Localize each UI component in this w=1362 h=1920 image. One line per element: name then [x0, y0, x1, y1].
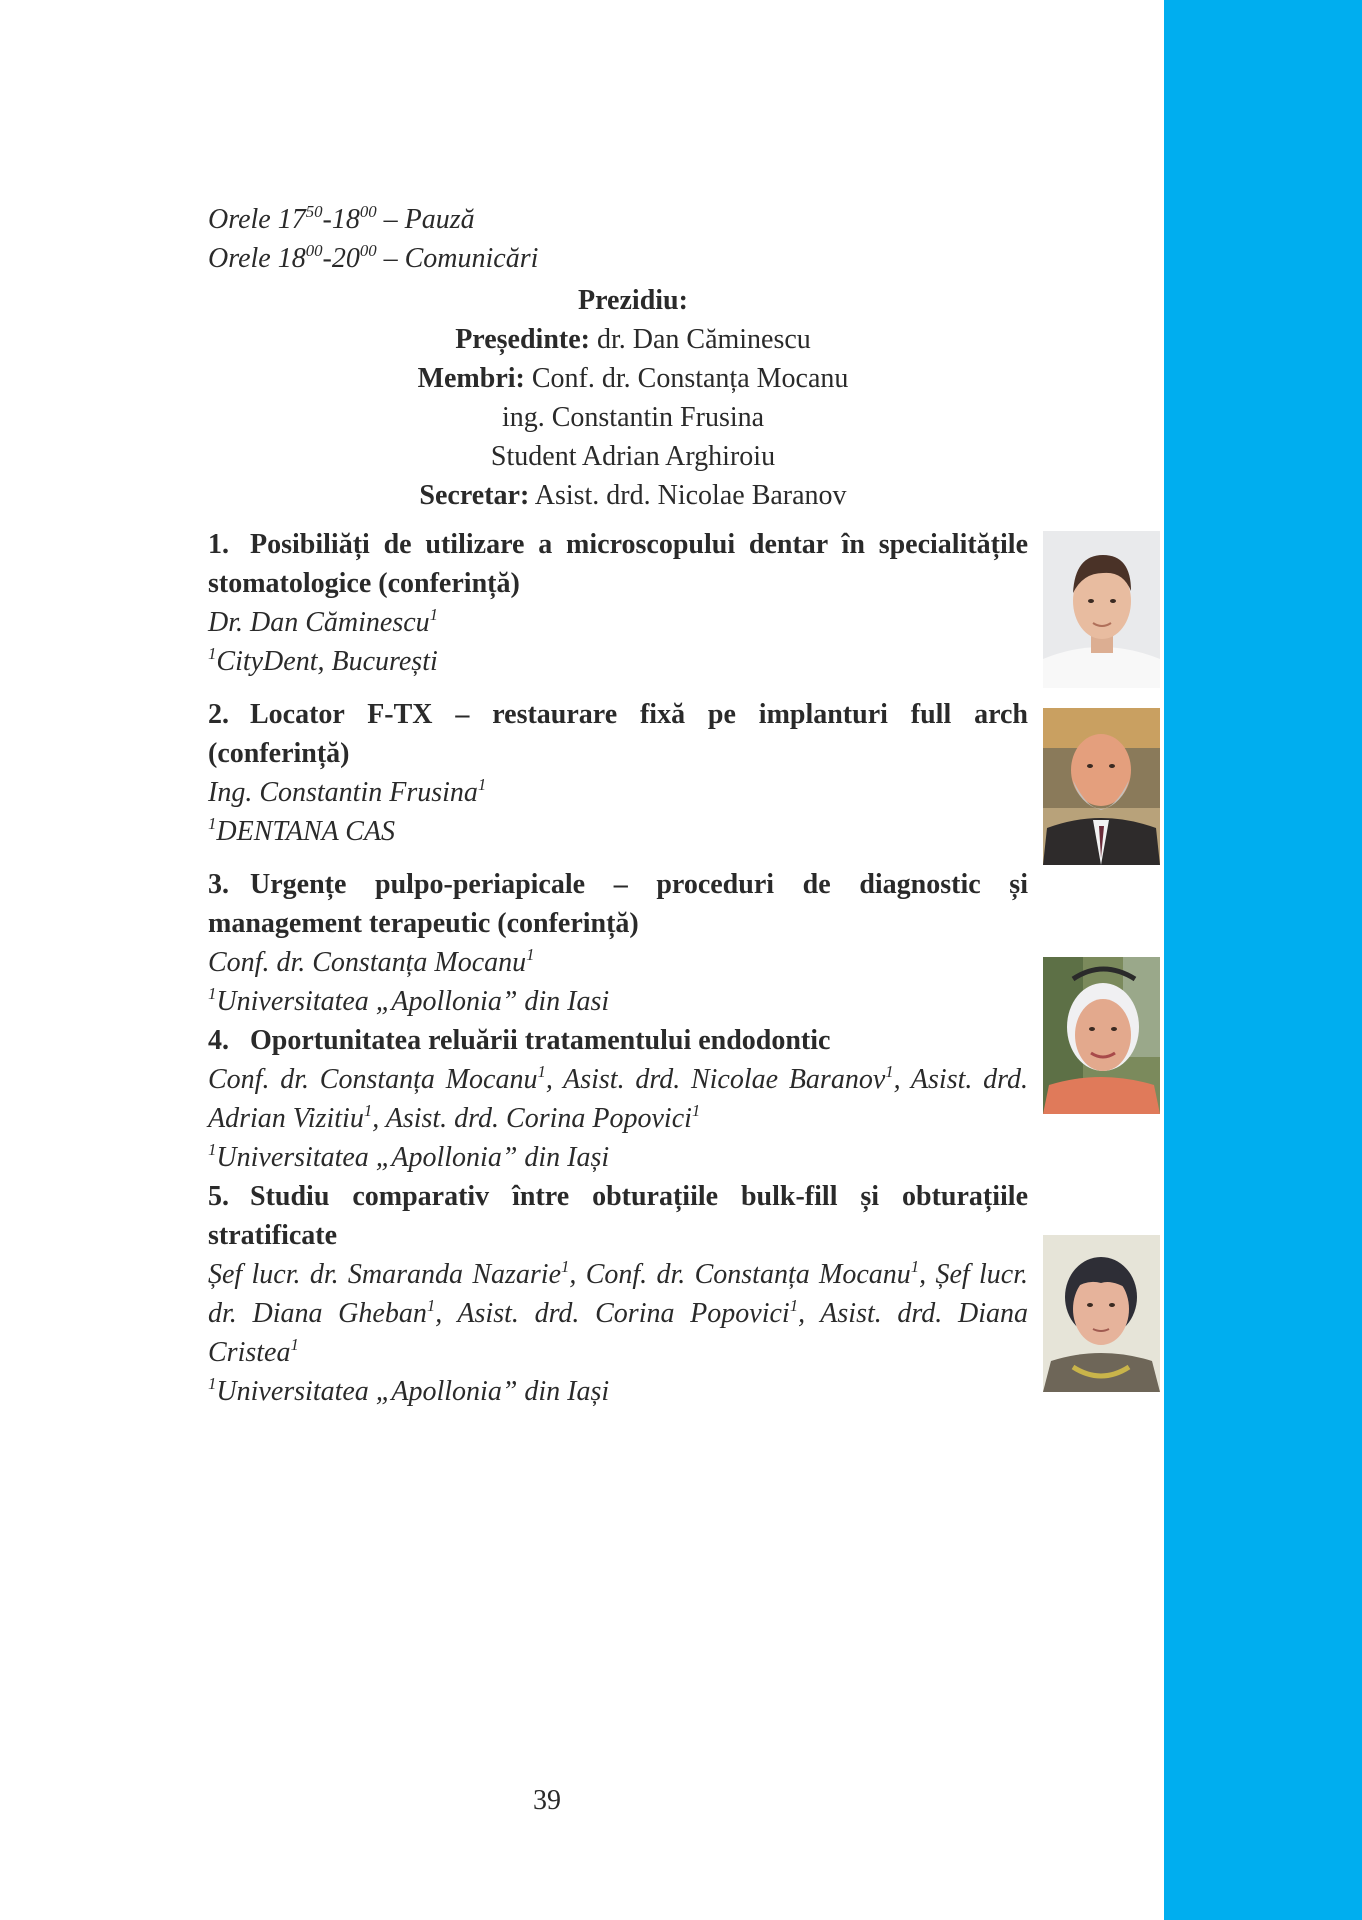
item-title: 4. Oportunitatea reluării tratamentului endodontic — [208, 1025, 831, 1056]
item-title: 5. Studiu comparativ între obturațiile bulk-fill și obturațiile stratificate — [208, 1181, 1028, 1251]
schedule-break: Orele $17^{50}-18^{00}$ – Pauză — [208, 202, 475, 235]
speaker-photo-4 — [1043, 1235, 1160, 1392]
presidium-member-2: ing. Constantin Frusina — [501, 402, 765, 433]
blue-side-band — [1164, 0, 1362, 1920]
item-affiliation: $^1$Universitatea „Apollonia” din Iași — [208, 1374, 610, 1407]
item-title: 1. Posibiliăți de utilizare a microscopului dentar în specialitățile stomatologice (conferință) — [208, 529, 1028, 599]
item-authors: Ing. Constantin Frusina$^1$ — [208, 775, 487, 808]
page-number: 39 — [533, 1785, 561, 1816]
presidium-president: Președinte: dr. Dan Căminescu — [455, 324, 811, 355]
item-affiliation: $^1$Universitatea „Apollonia” din Iași — [208, 1140, 610, 1173]
item-title: 3. Urgențe pulpo-periapicale – proceduri de diagnostic și management terapeutic (conferință) — [208, 869, 1028, 939]
program-item-5 — [208, 1177, 1028, 1411]
speaker-photo-1 — [1043, 531, 1160, 688]
item-authors: Conf. dr. Constanța Mocanu$^1$, Asist. drd. Nicolae Baranov$^1$, Asist. drd. Adrian Vizitiu$^1$, Asist. drd. Corina Popovici$^1$ — [208, 1062, 1029, 1134]
speaker-photo-3 — [1043, 957, 1160, 1114]
program-item-3 — [208, 865, 1028, 1021]
item-title: 2. Locator F-TX – restaurare fixă pe implanturi full arch (conferință) — [208, 699, 1028, 769]
item-authors: Dr. Dan Căminescu$^1$ — [208, 605, 439, 638]
presidium-member-3: Student Adrian Arghiroiu — [490, 441, 776, 472]
presidium-secretary: Secretar: Asist. drd. Nicolae Baranov — [419, 480, 847, 511]
item-authors: Șef lucr. dr. Smaranda Nazarie$^1$, Conf. dr. Constanța Mocanu$^1$, Șef lucr. dr. Diana Gheban$^1$, Asist. drd. Corina Popovici$^1$, Asist. drd. Diana Cristea$^1$ — [208, 1257, 1028, 1368]
item-authors: Conf. dr. Constanța Mocanu$^1$ — [208, 945, 535, 978]
item-affiliation: $^1$CityDent, București — [208, 644, 438, 677]
program-item-2 — [208, 695, 1028, 851]
program-item-4 — [208, 1021, 1028, 1177]
speaker-photo-2 — [1043, 708, 1160, 865]
presidium-members: Membri: Conf. dr. Constanța Mocanu — [417, 363, 849, 394]
item-affiliation: $^1$DENTANA CAS — [208, 814, 396, 847]
page-content — [208, 200, 1028, 1411]
presidium — [208, 281, 1028, 515]
program-item-1 — [208, 525, 1028, 681]
item-affiliation: $^1$Universitatea „Apollonia” din Iasi — [208, 984, 610, 1017]
presidium-heading: Prezidiu: — [578, 285, 688, 316]
schedule-talks: Orele $18^{00}-20^{00}$ – Comunicări — [208, 241, 539, 274]
